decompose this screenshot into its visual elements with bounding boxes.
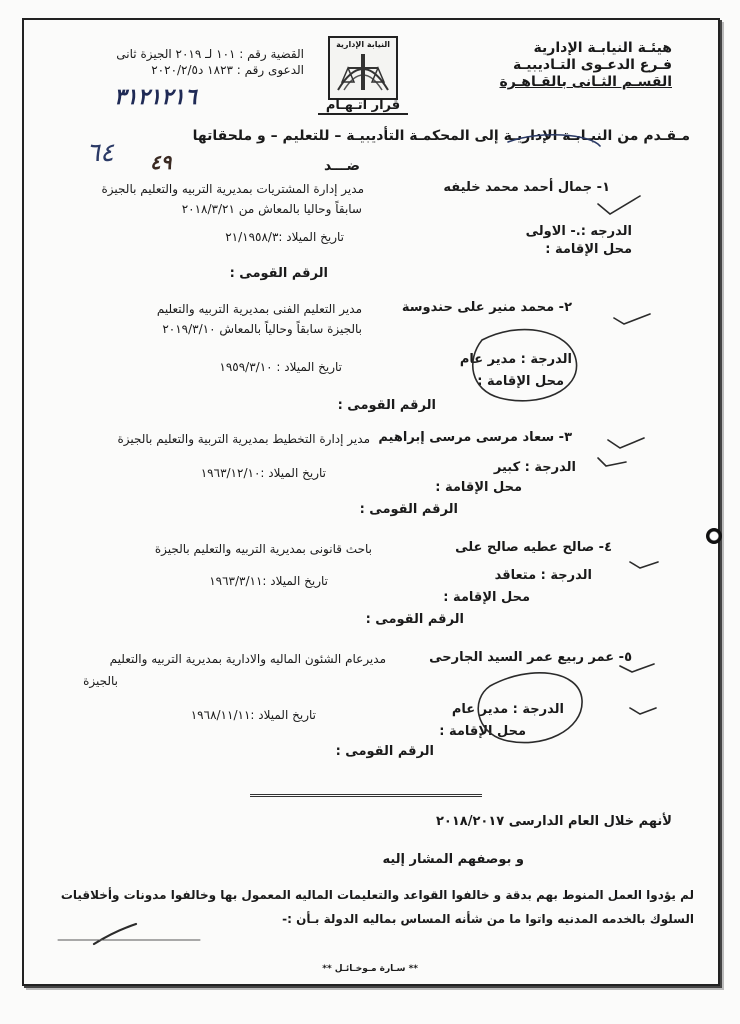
defendant-2-birth-date: تاريخ الميلاد : ١٩٥٩/٣/١٠ bbox=[219, 360, 342, 374]
footer-secrecy-note: ** سـارة مـوخـائـل ** bbox=[322, 964, 418, 974]
defendant-1-residence: محل الإقامة : bbox=[545, 242, 632, 257]
charges-capacity-line: و بوصفهم المشار إليه bbox=[382, 852, 524, 867]
handwritten-pencil-number: ٦٤ bbox=[86, 138, 114, 168]
defendant-1-grade: الدرجه :.- الاولى bbox=[525, 224, 632, 239]
charges-text-line-1: لم يؤدوا العمل المنوط بهم بدقة و خالفوا القواعد والتعليمات الماليه المعمول بها وخالفوا مدونات وأخلاقيات bbox=[60, 888, 694, 902]
emblem-logo bbox=[328, 36, 398, 100]
defendant-5-birth-date: تاريخ الميلاد :١٩٦٨/١١/١١ bbox=[190, 708, 316, 722]
defendant-1-job-line-1: مدير إدارة المشتريات بمديرية التربيه والتعليم بالجيزة bbox=[101, 182, 364, 196]
submission-line: مـقـدم من النيـابـة الإداريـة إلى المحكمـة التأديبيـة – للتعليم – و ملحقاتها bbox=[192, 128, 690, 144]
punch-hole bbox=[706, 528, 722, 544]
authority-line-3: القسـم الثـانى بالقـاهـرة bbox=[499, 74, 672, 90]
defendant-1-name: ١- جمال أحمد محمد خليفه bbox=[443, 180, 610, 195]
defendant-4-birth-date: تاريخ الميلاد :١٩٦٣/٣/١١ bbox=[209, 574, 328, 588]
defendant-2-grade: الدرجة : مدير عام bbox=[459, 352, 572, 367]
logo-text: النيابة الإدارية bbox=[336, 40, 390, 49]
logo-caption: قرار اتـهـام bbox=[318, 98, 408, 115]
defendant-3-national-id: الرقم القومى : bbox=[359, 502, 458, 517]
defendant-4-job-line-1: باحث قانونى بمديرية التربيه والتعليم بالجيزة bbox=[154, 542, 372, 556]
defendant-5-job-line-2: بالجيزة bbox=[83, 674, 118, 688]
defendant-2-job-line-2: بالجيزة سابقاً وحالياً بالمعاش ٢٠١٩/٣/١٠ bbox=[162, 322, 362, 336]
handwritten-number: ٤٩ bbox=[150, 150, 172, 174]
authority-block bbox=[500, 40, 672, 91]
case-number: القضية رقم : ١٠١ لـ ٢٠١٩ الجيزة ثانى bbox=[116, 47, 304, 61]
defendant-1-birth-date: تاريخ الميلاد :٢١/١٩٥٨/٣ bbox=[225, 230, 344, 244]
defendant-4-national-id: الرقم القومى : bbox=[365, 612, 464, 627]
authority-line-1: هيئـة النيابـة الإدارية bbox=[533, 40, 672, 56]
defendant-5-grade: الدرجة : مدير عام bbox=[451, 702, 564, 717]
defendant-1-job-line-2: سابقاً وحاليا بالمعاش من ٢٠١٨/٣/٢١ bbox=[181, 202, 362, 216]
defendant-3-name: ٣- سعاد مرسى مرسى إبراهيم bbox=[378, 430, 572, 445]
defendant-3-residence: محل الإقامة : bbox=[435, 480, 522, 495]
defendant-2-national-id: الرقم القومى : bbox=[337, 398, 436, 413]
charges-text-line-2: السلوك بالخدمه المدنيه واتوا ما من شأنه المساس بماليه الدولة بـأن :- bbox=[282, 912, 694, 926]
defendant-2-name: ٢- محمد منير على حندوسة bbox=[401, 300, 572, 315]
defendant-3-job-line-1: مدير إدارة التخطيط بمديرية التربية والتعليم بالجيزة bbox=[117, 432, 370, 446]
charges-year-line: لأنهم خلال العام الدارسى ٢٠١٨/٢٠١٧ bbox=[435, 814, 672, 829]
defendant-4-residence: محل الإقامة : bbox=[443, 590, 530, 605]
handwritten-case-number: ٣١٢١٢١٦ bbox=[114, 84, 197, 110]
section-divider bbox=[250, 794, 482, 797]
defendant-2-residence: محل الإقامة : bbox=[477, 374, 564, 389]
case-block bbox=[116, 46, 304, 78]
authority-line-2: فـرع الدعـوى التـاديبيـة bbox=[512, 57, 672, 73]
against-label: ضـــد bbox=[324, 158, 360, 174]
defendant-5-job-line-1: مديرعام الشئون الماليه والادارية بمديرية التربيه والتعليم bbox=[109, 652, 386, 666]
defendant-4-name: ٤- صالح عطيه صالح على bbox=[455, 540, 612, 555]
defendant-4-grade: الدرجة : متعاقد bbox=[494, 568, 592, 583]
defendant-5-national-id: الرقم القومى : bbox=[335, 744, 434, 759]
defendant-1-national-id: الرقم القومى : bbox=[229, 266, 328, 281]
defendant-2-job-line-1: مدير التعليم الفنى بمديرية التربيه والتعليم bbox=[156, 302, 362, 316]
defendant-5-name: ٥- عمر ربيع عمر السيد الجارحى bbox=[429, 650, 632, 665]
defendant-5-residence: محل الإقامة : bbox=[439, 724, 526, 739]
lawsuit-number: الدعوى رقم : ١٨٢٣ د٢٠٢٠/٢/٥ bbox=[151, 63, 304, 77]
defendant-3-birth-date: تاريخ الميلاد :١٩٦٣/١٢/١٠ bbox=[200, 466, 326, 480]
defendant-3-grade: الدرجة : كبير bbox=[493, 460, 576, 475]
